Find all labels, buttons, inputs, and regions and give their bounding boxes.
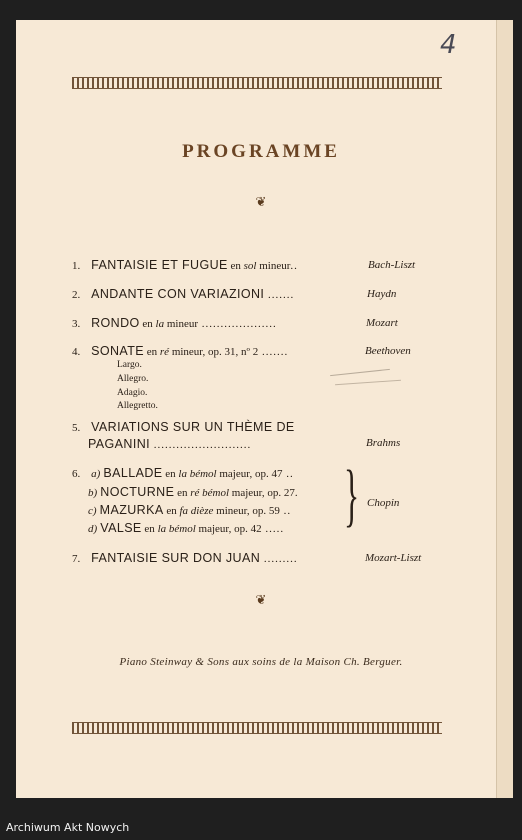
piece-title: BALLADE — [103, 466, 163, 480]
program-item-5-line2 — [88, 437, 251, 452]
piece-title: RONDO — [91, 316, 140, 330]
piece-key: ré bémol — [190, 487, 230, 499]
piano-note: Piano Steinway & Sons aux soins de la Maison Ch. Berguer. — [119, 656, 403, 668]
piece-detail: en — [144, 346, 160, 358]
composer-name: Brahms — [366, 437, 401, 449]
piece-key: fa dièze — [179, 505, 214, 517]
archive-label: Archiwum Akt Nowych — [6, 821, 130, 834]
fleuron-icon: ❦ — [255, 592, 267, 607]
leader-dots: ....... — [258, 346, 289, 358]
leader-dots: .. — [279, 505, 292, 517]
program-item-4 — [72, 344, 288, 359]
piece-title: NOCTURNE — [100, 485, 175, 499]
composer-name: Chopin — [367, 497, 400, 509]
leader-dots: .. — [282, 468, 294, 480]
movement: Largo. — [117, 360, 142, 370]
program-item-6d — [88, 521, 284, 536]
piece-title: MAZURKA — [99, 503, 164, 517]
piece-title: VALSE — [100, 521, 142, 535]
program-item-6 — [72, 466, 294, 481]
piece-detail: en — [227, 260, 244, 272]
leader-dots: ..... — [261, 523, 285, 535]
piece-key: la — [155, 318, 165, 330]
piece-detail: mineur — [256, 260, 291, 272]
program-item-3 — [72, 316, 277, 331]
piece-title: VARIATIONS SUR UN THÈME DE — [91, 420, 295, 434]
part-letter: d) — [88, 523, 98, 535]
program-item-7 — [72, 551, 298, 566]
piece-detail: en — [139, 318, 156, 330]
item-number: 4. — [72, 346, 81, 358]
leader-dots: .. — [290, 260, 298, 272]
page-title: PROGRAMME — [182, 141, 340, 162]
piece-detail: mineur, op. 31, nº 2 — [169, 346, 259, 358]
program-item-2 — [72, 287, 294, 302]
program-item-6c — [88, 503, 291, 518]
leader-dots: ......... — [260, 553, 298, 565]
movement: Allegro. — [117, 374, 149, 384]
movement: Allegretto. — [117, 401, 158, 411]
composer-name: Mozart — [366, 317, 398, 329]
fleuron-icon: ❦ — [255, 194, 267, 209]
program-item-5 — [72, 420, 295, 435]
movement: Adagio. — [117, 388, 148, 398]
piece-detail: en — [162, 468, 179, 480]
piece-title: FANTAISIE ET FUGUE — [91, 258, 228, 272]
composer-name: Mozart-Liszt — [365, 552, 422, 564]
piece-title: PAGANINI — [88, 437, 151, 451]
composer-name: Beethoven — [365, 345, 411, 357]
piece-detail: majeur, op. 47 — [216, 468, 283, 480]
program-page — [16, 20, 501, 798]
ornamental-border-top — [72, 77, 442, 89]
piece-key: ré — [159, 346, 170, 358]
piece-title: FANTAISIE SUR DON JUAN — [91, 551, 261, 565]
piece-detail: majeur, op. 27. — [229, 487, 298, 499]
ornamental-border-bottom — [72, 722, 442, 734]
page-number: 4 — [440, 30, 455, 60]
piece-detail: en — [163, 505, 180, 517]
leader-dots: .......................... — [150, 439, 252, 451]
program-item-1 — [72, 258, 298, 273]
piece-key: sol — [243, 260, 257, 272]
piece-detail: mineur — [164, 318, 199, 330]
brace-icon: } — [344, 457, 360, 534]
leader-dots: .................... — [198, 318, 277, 330]
item-number: 7. — [72, 553, 81, 565]
part-letter: c) — [88, 505, 97, 517]
piece-title: SONATE — [91, 344, 144, 358]
part-letter: b) — [88, 487, 98, 499]
piece-detail: mineur, op. 59 — [213, 505, 280, 517]
piece-key: la bémol — [178, 468, 217, 480]
item-number: 2. — [72, 289, 81, 301]
item-number: 6. — [72, 468, 81, 480]
piece-detail: majeur, op. 42 — [195, 523, 262, 535]
item-number: 3. — [72, 318, 81, 330]
program-item-6b — [88, 485, 298, 500]
item-number: 1. — [72, 260, 81, 272]
composer-name: Bach-Liszt — [368, 259, 416, 271]
piece-detail: en — [141, 523, 158, 535]
piece-key: la bémol — [157, 523, 196, 535]
page-edge — [496, 20, 513, 798]
part-letter: a) — [91, 468, 101, 480]
piece-title: ANDANTE CON VARIAZIONI — [91, 287, 265, 301]
leader-dots: ....... — [264, 289, 295, 301]
composer-name: Haydn — [367, 288, 397, 300]
item-number: 5. — [72, 422, 81, 434]
piece-detail: en — [174, 487, 191, 499]
